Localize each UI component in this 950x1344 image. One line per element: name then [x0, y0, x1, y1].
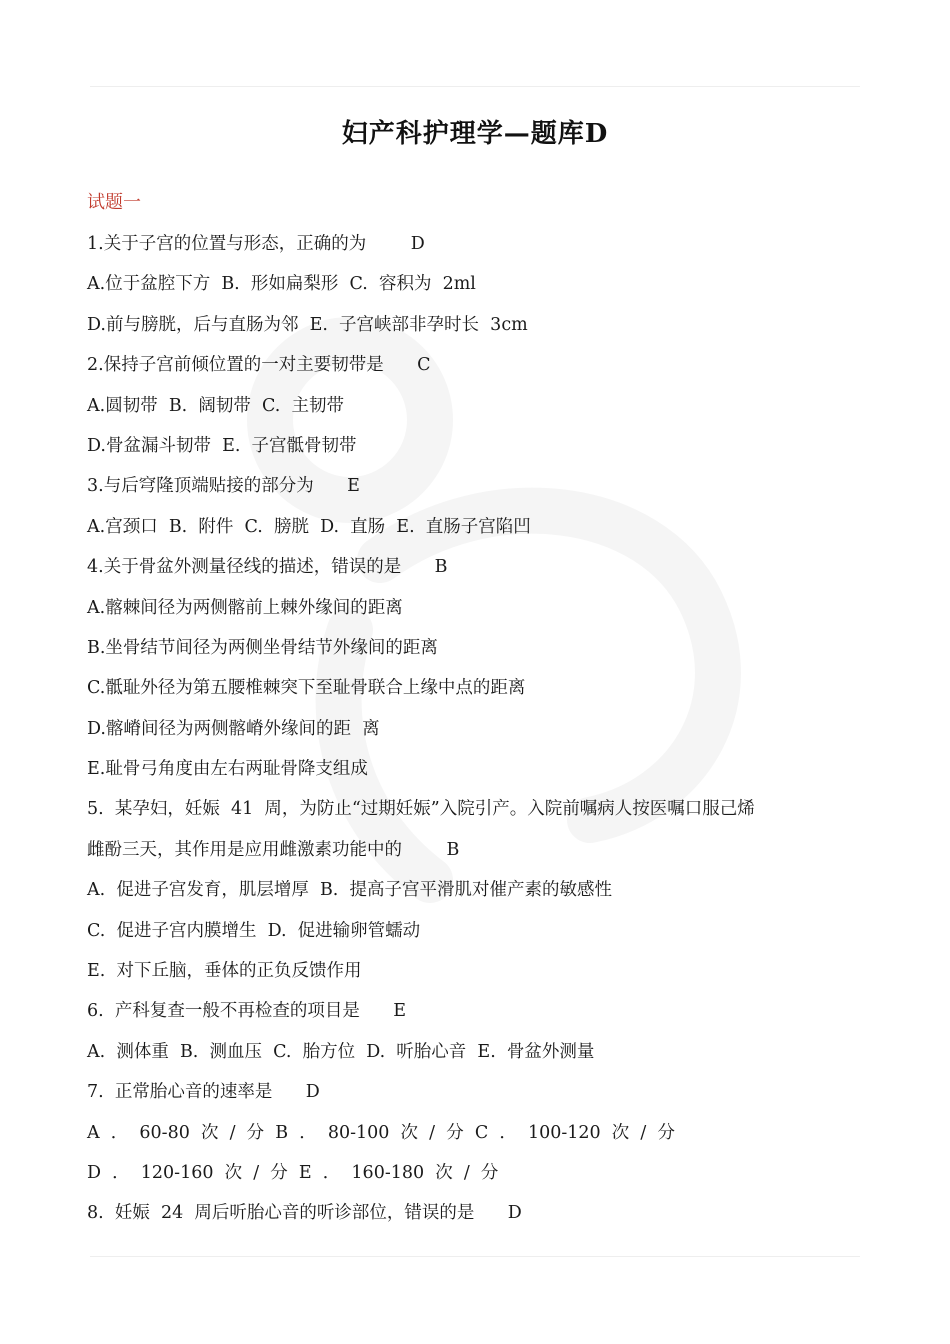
option-line: A ． 60-80 次 / 分 B ． 80-100 次 / 分 C ． 100-120 次 / 分	[87, 1122, 675, 1143]
question-line: 1.关于子宫的位置与形态，正确的为 D	[87, 234, 425, 254]
option-line: D.骨盆漏斗韧带 E. 子宫骶骨韧带	[87, 435, 357, 456]
option-line: E.耻骨弓角度由左右两耻骨降支组成	[87, 759, 368, 780]
option-line: D.前与膀胱，后与直肠为邻 E. 子宫峡部非孕时长 3cm	[87, 314, 528, 335]
question-line: 5. 某孕妇，妊娠 41 周，为防止“过期妊娠”入院引产。入院前嘱病人按医嘱口服己烯	[87, 799, 755, 820]
footer-rule	[90, 1256, 860, 1257]
option-line: D ． 120-160 次 / 分 E ． 160-180 次 / 分	[87, 1162, 499, 1183]
section-heading: 试题一	[87, 192, 141, 213]
question-line: 4.关于骨盆外测量径线的描述，错误的是 B	[87, 557, 448, 578]
option-line: A.位于盆腔下方 B. 形如扁梨形 C. 容积为 2ml	[87, 274, 476, 295]
option-line: E. 对下丘脑，垂体的正负反馈作用	[87, 961, 362, 982]
option-line: A.髂棘间径为两侧髂前上棘外缘间的距离	[87, 597, 403, 618]
option-line: C. 促进子宫内膜增生 D. 促进输卵管蠕动	[87, 920, 421, 941]
option-line: A.圆韧带 B. 阔韧带 C. 主韧带	[87, 395, 344, 416]
option-line: B.坐骨结节间径为两侧坐骨结节外缘间的距离	[87, 637, 438, 658]
question-line: 3.与后穹隆顶端贴接的部分为 E	[87, 476, 360, 497]
question-line: 6. 产科复查一般不再检查的项目是 E	[87, 1001, 406, 1022]
question-list	[87, 228, 867, 1238]
question-line: 7. 正常胎心音的速率是 D	[87, 1082, 320, 1103]
question-line-continued: 雌酚三天，其作用是应用雌激素功能中的 B	[87, 839, 460, 860]
question-line: 2.保持子宫前倾位置的一对主要韧带是 C	[87, 355, 431, 376]
question-line: 8. 妊娠 24 周后听胎心音的听诊部位，错误的是 D	[87, 1203, 522, 1224]
option-line: A.宫颈口 B. 附件 C. 膀胱 D. 直肠 E. 直肠子宫陷凹	[87, 516, 531, 537]
option-line: D.髂嵴间径为两侧髂嵴外缘间的距 离	[87, 718, 380, 739]
option-line: A. 测体重 B. 测血压 C. 胎方位 D. 听胎心音 E. 骨盆外测量	[87, 1041, 595, 1062]
option-line: A. 促进子宫发育，肌层增厚 B. 提高子宫平滑肌对催产素的敏感性	[87, 880, 612, 901]
header-rule	[90, 86, 860, 87]
page-title: 妇产科护理学—题库D	[341, 119, 609, 149]
option-line: C.骶耻外径为第五腰椎棘突下至耻骨联合上缘中点的距离	[87, 678, 526, 699]
